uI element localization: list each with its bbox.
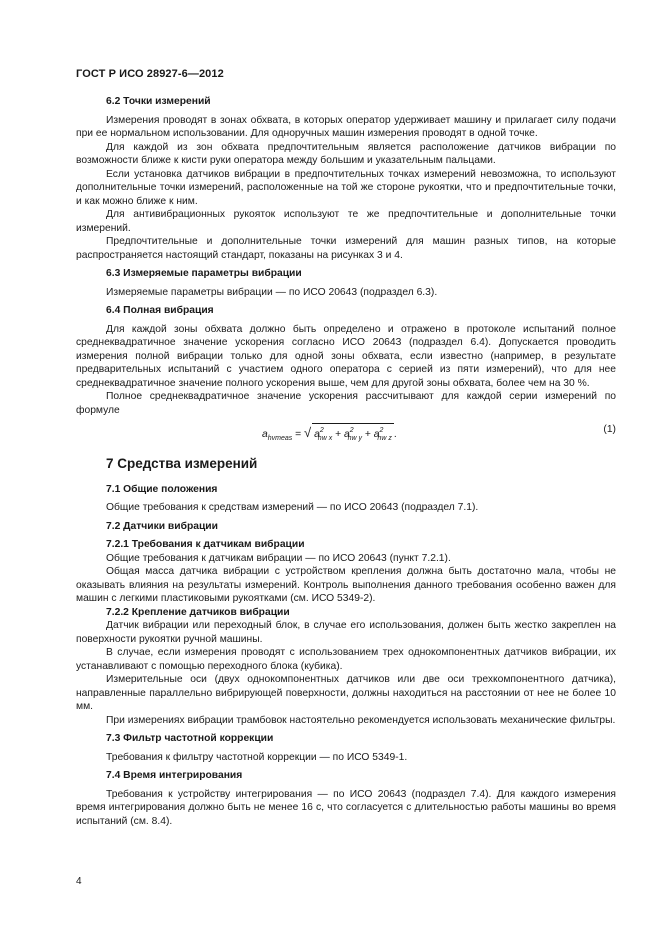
section-6-3-paragraph: Измеряемые параметры вибрации — по ИСО 20643 (подраздел 6.3). <box>106 286 438 298</box>
section-7-1-heading: 7.1 Общие положения <box>106 483 218 495</box>
section-7-4-heading: 7.4 Время интегрирования <box>106 770 243 781</box>
section-7-4-paragraph: Требования к устройству интегрирования — по ИСО 20643 (подраздел 7.4). Для каждого измерения время интегрирования должно быть не менее 16 с, что согласуется с длительностью работы машины во время испытаний (см. 8.4). <box>76 788 616 827</box>
section-6-2-paragraph: Измерения проводят в зонах обхвата, в которых оператор удерживает машину и прилагает силу подачи при ее нормальном использовании. Для одноручных машин измерения проводят в одной точке. <box>76 114 616 139</box>
section-7-2-1-heading: 7.2.1 Требования к датчикам вибрации <box>106 539 305 550</box>
section-7-2-heading: 7.2 Датчики вибрации <box>106 520 218 532</box>
document-body <box>76 92 616 828</box>
section-6-2-heading: 6.2 Точки измерений <box>106 96 211 107</box>
section-6-4-paragraph: Для каждой зоны обхвата должно быть определено и отражено в протоколе испытаний полное среднеквадратичное значение ускорения согласно ИСО 20643 (подраздел 6.4). Допускается проводить измерения полной вибрации только для одной зоны обхвата, если известно (например, в результате предварительных испытаний с участием одного оператора с серией из пяти измерений), что для нее среднеквадратичное значение полного ускорения выше, чем для другой зоны обхвата, более чем на 30 %. <box>76 323 616 389</box>
section-6-2-paragraph: Для антивибрационных рукояток используют те же предпочтительные и дополнительные точки измерений. <box>76 209 616 234</box>
section-6-4-paragraph: Полное среднеквадратичное значение ускорения рассчитывают для каждой серии измерений по формуле <box>76 391 616 416</box>
section-7-3-paragraph: Требования к фильтру частотной коррекции — по ИСО 5349-1. <box>106 751 408 763</box>
sqrt-icon: √ <box>304 425 312 440</box>
document-header: ГОСТ Р ИСО 28927-6—2012 <box>76 68 224 80</box>
formula-expression: $a_{hvmeas}$ = √ $a^2_{hw x} + a^2_{hw y} + a^2_{hw z}$ . <box>262 423 397 446</box>
formula-number: (1) <box>603 424 616 435</box>
section-6-4-heading: 6.4 Полная вибрация <box>106 305 214 316</box>
section-7-1-paragraph: Общие требования к средствам измерений — по ИСО 20643 (подраздел 7.1). <box>106 502 479 513</box>
section-6-3-heading: 6.3 Измеряемые параметры вибрации <box>106 268 302 279</box>
page-number: 4 <box>76 876 82 887</box>
section-7-2-2-paragraph: В случае, если измерения проводят с использованием трех однокомпонентных датчиков вибрации, их устанавливают с помощью переходного блока (кубика). <box>76 647 616 672</box>
section-6-2-paragraph: Предпочтительные и дополнительные точки измерений для машин разных типов, на которые распространяется настоящий стандарт, показаны на рисунках 3 и 4. <box>76 236 616 261</box>
formula-1 <box>76 419 616 445</box>
section-7-2-1-paragraph: Общая масса датчика вибрации с устройством крепления должна быть достаточно мала, чтобы не оказывать влияния на результаты измерений. Контроль выполнения данного требования особенно важен для машин с легкими пластиковыми рукоятками (см. ИСО 5349-2). <box>76 566 616 604</box>
section-7-2-2-paragraph: При измерениях вибрации трамбовок настоятельно рекомендуется использовать механические фильтры. <box>106 714 616 726</box>
section-7-2-2-heading: 7.2.2 Крепление датчиков вибрации <box>106 606 290 618</box>
section-6-2-paragraph: Если установка датчиков вибрации в предпочтительных точках измерений невозможна, то используют дополнительные точки измерений, расположенные на той же стороне рукоятки, что и предпочтительные точки, и как можно ближе к ним. <box>76 168 616 207</box>
section-7-heading: 7 Средства измерений <box>106 456 258 471</box>
section-7-2-1-paragraph: Общие требования к датчикам вибрации — по ИСО 20643 (пункт 7.2.1). <box>106 552 451 564</box>
section-7-3-heading: 7.3 Фильтр частотной коррекции <box>106 733 274 744</box>
section-7-2-2-paragraph: Измерительные оси (двух однокомпонентных датчиков или две оси трехкомпонентного датчика), направленные параллельно вибрирующей поверхности, должны находиться на расстоянии от нее не более 10 мм. <box>76 674 616 712</box>
section-6-2-paragraph: Для каждой из зон обхвата предпочтительным является расположение датчиков вибрации по возможности ближе к кисти руки оператора между большим и указательным пальцами. <box>76 141 616 166</box>
section-7-2-2-paragraph: Датчик вибрации или переходный блок, в случае его использования, должен быть жестко закреплен на поверхности рукоятки ручной машины. <box>76 620 616 645</box>
